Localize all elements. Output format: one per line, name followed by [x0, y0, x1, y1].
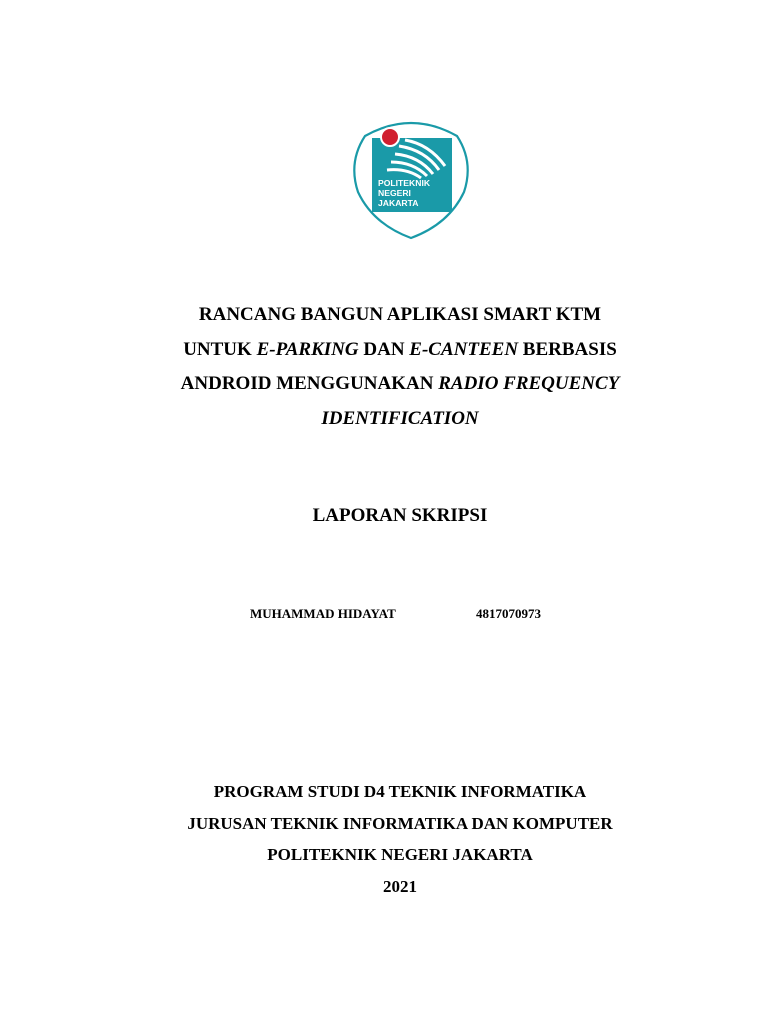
author-student-id: 4817070973 [476, 606, 541, 621]
politeknik-negeri-jakarta-logo [345, 104, 477, 242]
title-line-2 [0, 333, 768, 368]
logo-red-dot [381, 128, 399, 146]
school-name: POLITEKNIK NEGERI JAKARTA [267, 845, 533, 864]
institution-info [0, 776, 768, 902]
logo-text-jakarta: JAKARTA [378, 198, 419, 208]
title-term-identification: IDENTIFICATION [321, 408, 479, 430]
title-line-2-mid: DAN [358, 338, 410, 360]
title-line-2-prefix: UNTUK [183, 338, 257, 360]
title-term-radio-frequency: RADIO FREQUENCY [438, 373, 620, 395]
title-line-4 [0, 402, 768, 437]
title-line-2-suffix: BERBASIS [518, 338, 617, 360]
title-line-1: RANCANG BANGUN APLIKASI SMART KTM [198, 304, 602, 325]
title-term-e-canteen: E-CANTEEN [409, 338, 519, 360]
document-type-heading: LAPORAN SKRIPSI [312, 505, 488, 526]
title-term-e-parking: E-PARKING [256, 338, 359, 360]
title-line-3 [0, 367, 768, 402]
author-name: MUHAMMAD HIDAYAT [250, 606, 396, 621]
thesis-title [0, 298, 768, 437]
department: JURUSAN TEKNIK INFORMATIKA DAN KOMPUTER [187, 813, 613, 833]
logo-text-politeknik: POLITEKNIK [378, 178, 431, 188]
logo-text-negeri: NEGERI [378, 188, 411, 198]
title-line-3-prefix: ANDROID MENGGUNAKAN [180, 373, 439, 395]
year: 2021 [383, 876, 417, 896]
study-program: PROGRAM STUDI D4 TEKNIK INFORMATIKA [213, 782, 587, 801]
author-info [0, 604, 768, 624]
